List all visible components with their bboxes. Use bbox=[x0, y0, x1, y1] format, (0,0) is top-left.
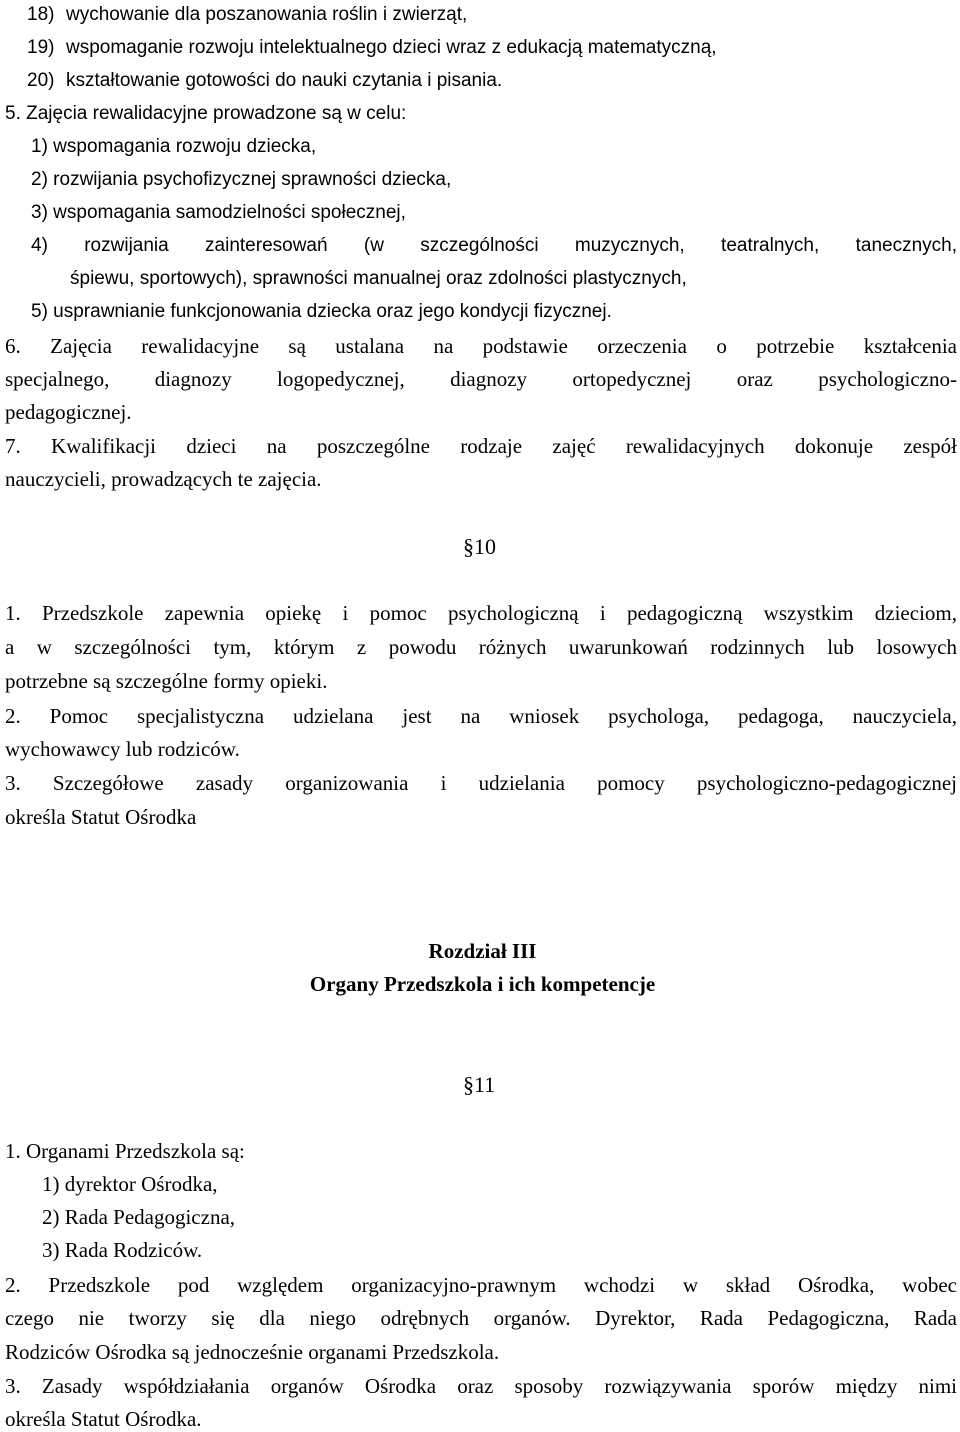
sec10-p3-line-2: określa Statut Ośrodka bbox=[5, 805, 197, 829]
paragraph-5-item-4-cont: śpiewu, sportowych), sprawności manualnej oraz zdolności plastycznych, bbox=[70, 268, 687, 289]
sec10-p2-line-1: 2. Pomoc specjalistyczna udzielana jest na wniosek psychologa, pedagoga, nauczyciela, bbox=[5, 704, 957, 728]
section-mark-10 bbox=[463, 533, 496, 561]
sec11-p2-line-1: 2. Przedszkole pod względem organizacyjno-prawnym wchodzi w skład Ośrodka, wobec bbox=[5, 1273, 957, 1297]
list-text: wspomaganie rozwoju intelektualnego dzieci wraz z edukacją matematyczną, bbox=[66, 37, 717, 58]
sec11-p1-item-3: 3) Rada Rodziców. bbox=[42, 1238, 203, 1262]
list-item-18 bbox=[27, 2, 467, 28]
chapter-subtitle: Organy Przedszkola i ich kompetencje bbox=[309, 972, 656, 996]
list-number: 18) bbox=[27, 4, 55, 25]
list-text: wychowanie dla poszanowania roślin i zwierząt, bbox=[66, 4, 468, 25]
sec11-p3-line-2: określa Statut Ośrodka. bbox=[5, 1407, 202, 1431]
paragraph-7-line-1: 7. Kwalifikacji dzieci na poszczególne rodzaje zajęć rewalidacyjnych dokonuje zespół bbox=[5, 434, 957, 458]
paragraph-5-item-5: 5) usprawnianie funkcjonowania dziecka oraz jego kondycji fizycznej. bbox=[31, 301, 612, 322]
sec11-p3-line-1: 3. Zasady współdziałania organów Ośrodka oraz sposoby rozwiązywania sporów między nimi bbox=[5, 1374, 957, 1398]
sec10-p1-line-1: 1. Przedszkole zapewnia opiekę i pomoc psychologiczną i pedagogiczną wszystkim dzieciom, bbox=[5, 601, 957, 625]
section-symbol: § bbox=[463, 534, 474, 559]
sec11-p1-item-2: 2) Rada Pedagogiczna, bbox=[42, 1205, 236, 1229]
sec10-p1-line-2: a w szczególności tym, którym z powodu różnych uwarunkowań rodzinnych lub losowych bbox=[5, 635, 957, 659]
paragraph-5-intro: 5. Zajęcia rewalidacyjne prowadzone są w celu: bbox=[5, 103, 407, 124]
list-number: 19) bbox=[27, 37, 55, 58]
paragraph-6-line-1: 6. Zajęcia rewalidacyjne są ustalana na podstawie orzeczenia o potrzebie kształcenia bbox=[5, 334, 957, 358]
section-mark-11 bbox=[463, 1071, 495, 1099]
paragraph-6-line-3: pedagogicznej. bbox=[5, 400, 132, 424]
chapter-title: Rozdział III bbox=[428, 939, 537, 963]
sec10-p1-line-3: potrzebne są szczególne formy opieki. bbox=[5, 669, 328, 693]
list-number: 20) bbox=[27, 70, 55, 91]
paragraph-6-line-2: specjalnego, diagnozy logopedycznej, diagnozy ortopedycznej oraz psychologiczno- bbox=[5, 367, 957, 391]
list-item-19 bbox=[27, 35, 717, 61]
section-number: 11 bbox=[474, 1072, 496, 1097]
list-text: kształtowanie gotowości do nauki czytania i pisania. bbox=[66, 70, 503, 91]
sec11-p1-intro: 1. Organami Przedszkola są: bbox=[5, 1139, 245, 1163]
sec10-p3-line-1: 3. Szczegółowe zasady organizowania i udzielania pomocy psychologiczno-pedagogicznej bbox=[5, 771, 957, 795]
paragraph-5-item-4: 4) rozwijania zainteresowań (w szczególności muzycznych, teatralnych, tanecznych, bbox=[31, 235, 957, 256]
paragraph-5-item-3: 3) wspomagania samodzielności społecznej, bbox=[31, 202, 406, 223]
section-number: 10 bbox=[474, 534, 496, 559]
sec11-p2-line-2: czego nie tworzy się dla niego odrębnych organów. Dyrektor, Rada Pedagogiczna, Rada bbox=[5, 1306, 957, 1330]
sec11-p1-item-1: 1) dyrektor Ośrodka, bbox=[42, 1172, 218, 1196]
sec10-p2-line-2: wychowawcy lub rodziców. bbox=[5, 737, 240, 761]
sec11-p2-line-3: Rodziców Ośrodka są jednocześnie organami Przedszkola. bbox=[5, 1340, 500, 1364]
paragraph-5-item-1: 1) wspomagania rozwoju dziecka, bbox=[31, 136, 317, 157]
section-symbol: § bbox=[463, 1072, 474, 1097]
paragraph-5-item-2: 2) rozwijania psychofizycznej sprawności dziecka, bbox=[31, 169, 452, 190]
paragraph-7-line-2: nauczycieli, prowadzących te zajęcia. bbox=[5, 467, 322, 491]
list-item-20 bbox=[27, 68, 502, 94]
